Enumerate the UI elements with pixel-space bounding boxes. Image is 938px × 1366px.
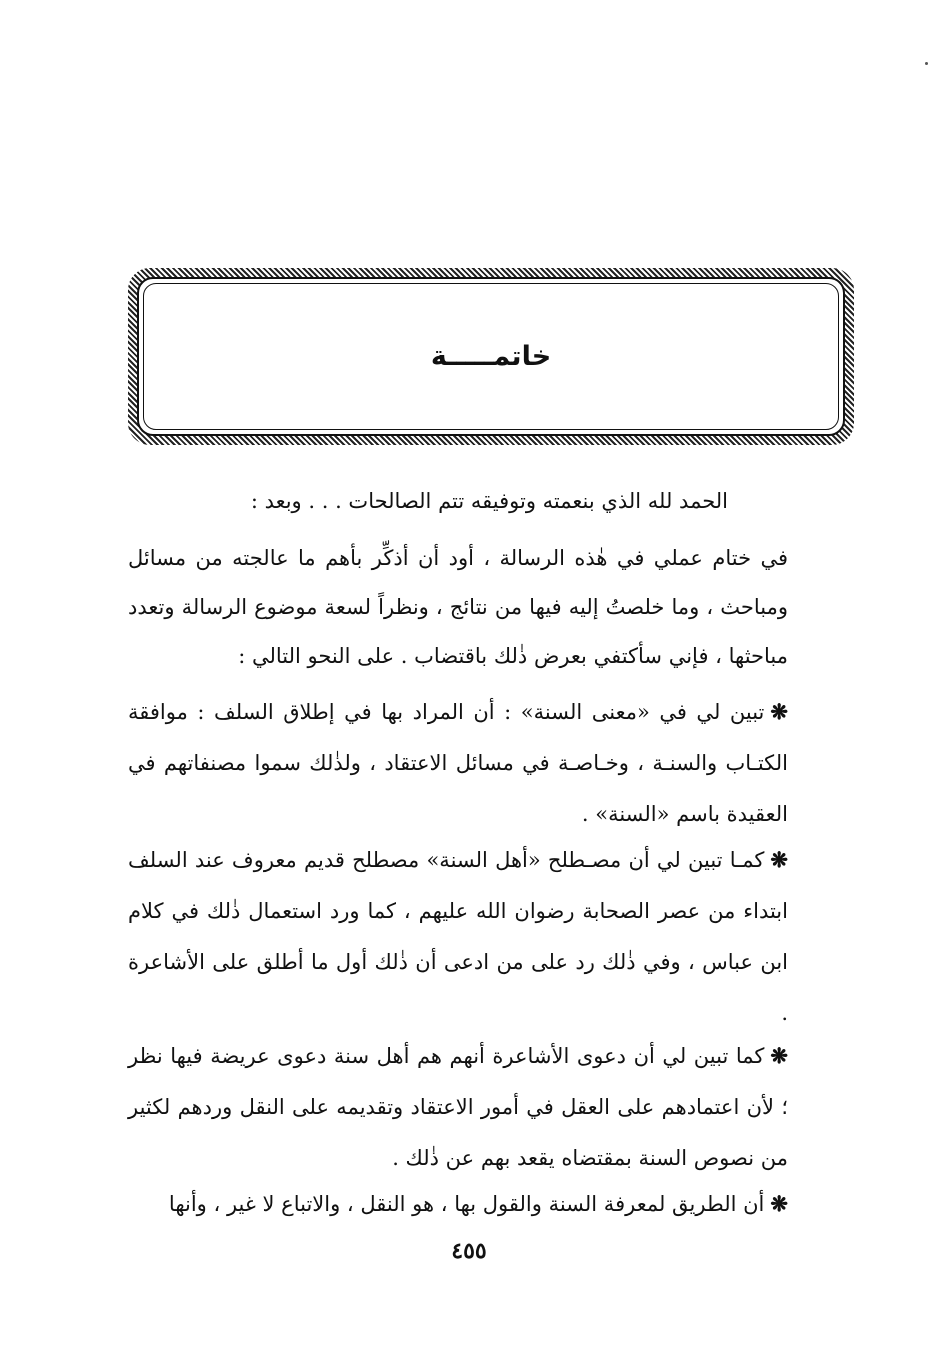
bullet-icon: ❋: [770, 1043, 788, 1068]
bullet-icon: ❋: [770, 847, 788, 872]
title-frame: [128, 268, 854, 445]
intro-text: في ختام عملي في هٰذه الرسالة ، أود أن أذكِّر بأهم ما عالجته من مسائل ومباحث ، وما خلصتُ إليه فيها من نتائج ، ونظراً لسعة موضوع الرسالة وتعدد مباحثها ، فإني سأكتفي بعرض ذٰلك باقتضاب . على النحو التالي :: [128, 546, 788, 668]
paragraph-intro: [128, 534, 788, 681]
chapter-title: خاتمـــــة: [430, 341, 552, 372]
opening-text: الحمد لله الذي بنعمته وتوفيقه تتم الصالحات . . . وبعد :: [250, 489, 728, 513]
paragraph-opening: [128, 474, 788, 528]
paragraph-point-4: [128, 1178, 788, 1230]
paragraph-point-3: [128, 1030, 788, 1184]
point-3-text: كما تبين لي أن دعوى الأشاعرة أنهم هم أهل سنة دعوى عريضة فيها نظر ؛ لأن اعتمادهم على العقل في أمور الاعتقاد وتقديمه على النقل وردهم لكثير من نصوص السنة بمقتضاه يقعد بهم عن ذٰلك .: [128, 1044, 788, 1170]
paragraph-point-1: [128, 686, 788, 840]
point-2-text: كمـا تبين لي أن مصـطلح «أهل السنة» مصطلح قديم معروف عند السلف ابتداء من عصر الصحابة رضوان الله عليهم ، كما ورد استعمال ذٰلك في كلام ابن عباس ، وفي ذٰلك رد على من ادعى أن ذٰلك أول ما أطلق على الأشاعرة .: [128, 848, 788, 1025]
bullet-icon: ❋: [770, 699, 788, 724]
bullet-icon: ❋: [770, 1191, 788, 1216]
point-1-text: تبين لي في «معنى السنة» : أن المراد بها في إطلاق السلف : موافقة الكتـاب والسنـة ، وخـاصـة في مسائل الاعتقاد ، ولذٰلك سموا مصنفاتهم في العقيدة باسم «السنة» .: [128, 700, 788, 826]
page-number: ٤٥٥: [451, 1238, 487, 1264]
paragraph-point-2: [128, 834, 788, 1039]
point-4-text: أن الطريق لمعرفة السنة والقول بها ، هو النقل ، والاتباع لا غير ، وأنها: [168, 1192, 765, 1216]
scan-speck: [925, 62, 928, 65]
